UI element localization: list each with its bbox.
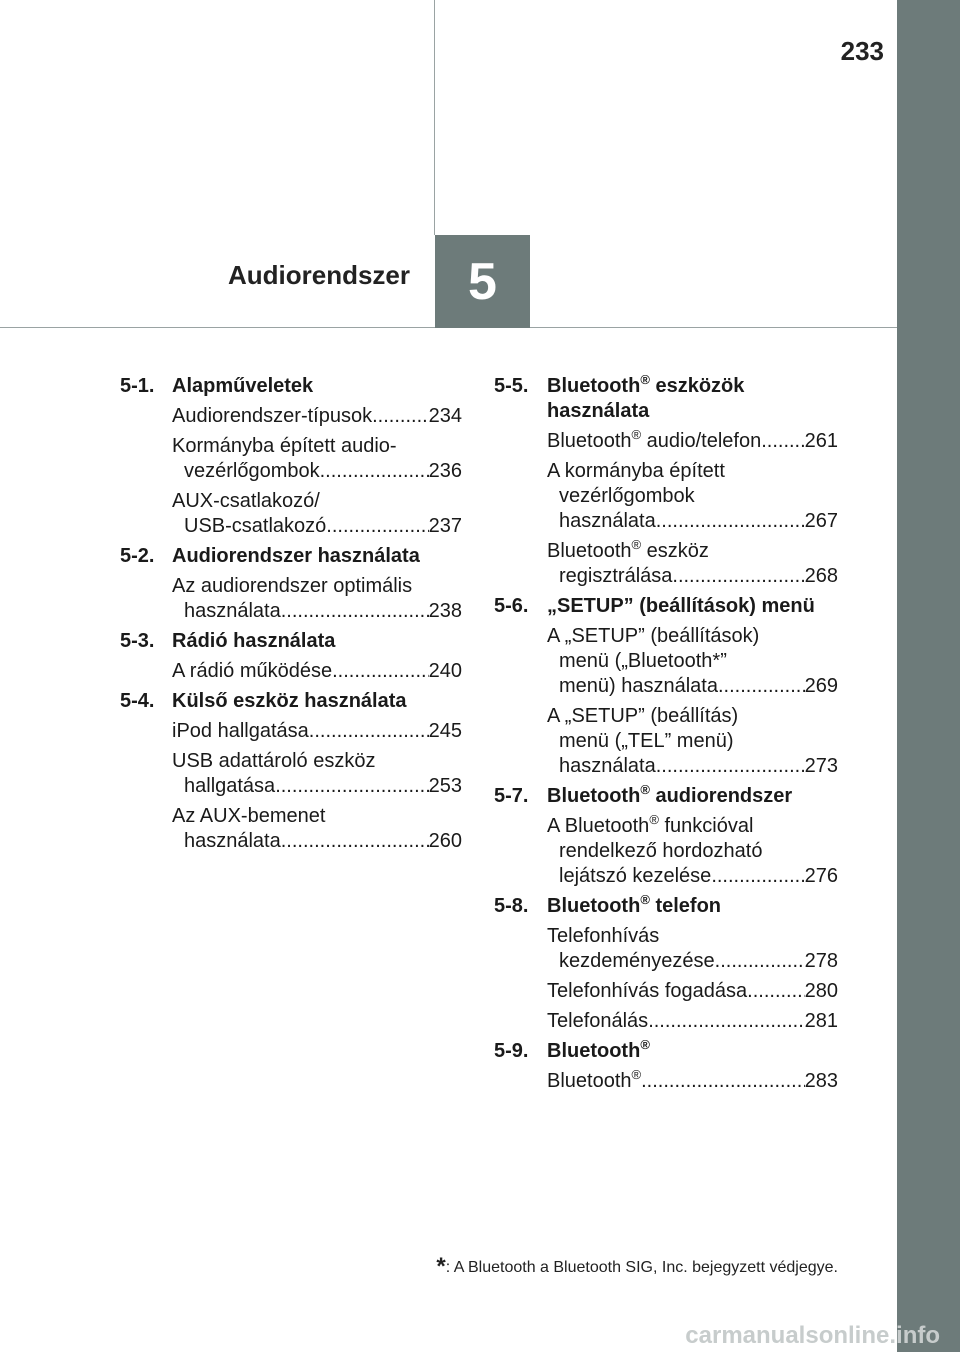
- page-ref: 253: [428, 775, 462, 797]
- toc-entry[interactable]: Bluetooth® eszköz regisztrálása ..... 268: [547, 539, 838, 589]
- section-5-7[interactable]: 5-7. Bluetooth® audiorendszer: [494, 782, 793, 807]
- toc-entry[interactable]: Az AUX-bemenet használata ..... 260: [172, 804, 462, 854]
- section-5-8[interactable]: 5-8. Bluetooth® telefon: [494, 892, 722, 917]
- watermark: carmanualsonline.info: [685, 1322, 940, 1349]
- footnote-star: *: [436, 1253, 446, 1280]
- toc-entry[interactable]: Telefonhívás fogadása ..... 280: [547, 979, 838, 1004]
- section-5-3[interactable]: 5-3. Rádió használata: [120, 630, 336, 652]
- toc-entry[interactable]: USB adattároló eszköz hallgatása ..... 253: [172, 749, 462, 799]
- toc-entry[interactable]: Az audiorendszer optimális használata ..... 238: [172, 574, 462, 624]
- toc-entry[interactable]: Telefonhívás kezdeményezése ..... 278: [547, 924, 838, 974]
- chapter-title: Audiorendszer: [227, 260, 410, 290]
- toc-entry[interactable]: Audiorendszer-típusok ..... 234: [172, 404, 462, 429]
- page-number: 233: [840, 36, 884, 66]
- section-5-1[interactable]: 5-1. Alapműveletek: [120, 375, 314, 397]
- page-ref: 234: [428, 405, 462, 427]
- toc-entry[interactable]: Bluetooth® audio/telefon ..... 261: [547, 429, 838, 454]
- page-ref: 281: [804, 1010, 838, 1032]
- page-ref: 280: [804, 980, 838, 1002]
- section-5-9[interactable]: 5-9. Bluetooth®: [494, 1037, 650, 1062]
- toc-entry[interactable]: Telefonálás ..... 281: [547, 1009, 838, 1034]
- page-ref: 236: [428, 460, 462, 482]
- toc-left-column: [120, 374, 462, 859]
- page-ref: 260: [428, 830, 462, 852]
- page-ref: 268: [804, 565, 838, 587]
- toc-entry[interactable]: iPod hallgatása ..... 245: [172, 719, 462, 744]
- page-ref: 240: [428, 660, 462, 682]
- chapter-number-box: [435, 235, 530, 328]
- page-ref: 276: [804, 865, 838, 887]
- toc-entry[interactable]: A „SETUP” (beállítás) menü („TEL” menü) használata ..... 273: [547, 704, 838, 779]
- toc-entry[interactable]: AUX-csatlakozó/ USB-csatlakozó ..... 237: [172, 489, 462, 539]
- page-ref: 273: [804, 755, 838, 777]
- toc-right-column: [494, 374, 838, 1099]
- section-5-5[interactable]: 5-5. Bluetooth® eszközök használata: [494, 372, 745, 422]
- toc-entry[interactable]: Bluetooth® ..... 283: [547, 1069, 838, 1094]
- toc-entry[interactable]: A Bluetooth® funkcióval rendelkező hordozható lejátszó kezelése ..... 276: [547, 814, 838, 889]
- toc-entry[interactable]: A kormányba épített vezérlőgombok használata ..... 267: [547, 459, 838, 534]
- page-ref: 267: [804, 510, 838, 532]
- toc-entry[interactable]: Kormányba épített audio- vezérlőgombok ..... 236: [172, 434, 462, 484]
- section-5-2[interactable]: 5-2. Audiorendszer használata: [120, 545, 420, 567]
- page-ref: 261: [804, 430, 838, 452]
- toc-entry[interactable]: A rádió működése ..... 240: [172, 659, 462, 684]
- section-5-6[interactable]: 5-6. „SETUP” (beállítások) menü: [494, 595, 815, 617]
- chapter-number: 5: [468, 252, 497, 311]
- vertical-rule: [434, 0, 435, 235]
- footnote: *: A Bluetooth a Bluetooth SIG, Inc. bejegyzett védjegye.: [436, 1253, 838, 1280]
- section-5-4[interactable]: 5-4. Külső eszköz használata: [120, 690, 407, 712]
- page-ref: 237: [428, 515, 462, 537]
- page-ref: 283: [804, 1070, 838, 1092]
- toc-entry[interactable]: A „SETUP” (beállítások) menü („Bluetooth*” menü) használata ..... 269: [547, 624, 838, 699]
- side-color-bar: [897, 0, 960, 1352]
- page-ref: 245: [428, 720, 462, 742]
- page-ref: 269: [804, 675, 838, 697]
- page-ref: 278: [804, 950, 838, 972]
- page-ref: 238: [428, 600, 462, 622]
